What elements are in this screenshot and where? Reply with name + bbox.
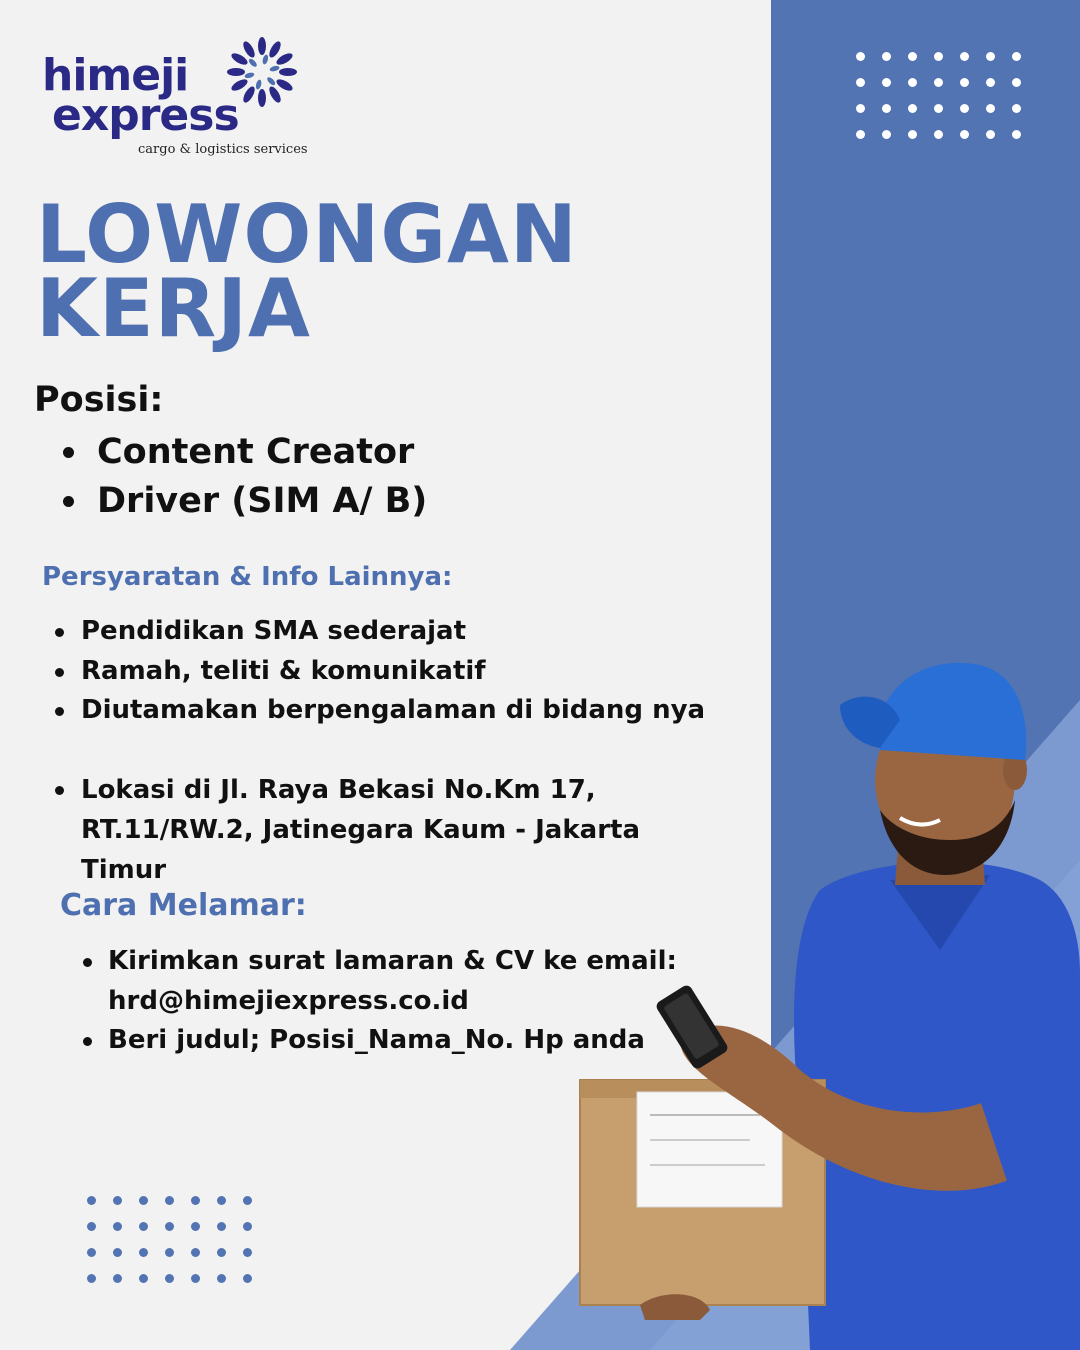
headline-line1: LOWONGAN [36, 188, 578, 281]
location-item: Lokasi di Jl. Raya Bekasi No.Km 17, RT.11/RW.2, Jatinegara Kaum - Jakarta Timur [81, 770, 721, 890]
position-item: Content Creator [97, 428, 427, 477]
headline-line2: KERJA [36, 262, 311, 355]
decorative-dot-grid-bottom [87, 1196, 252, 1283]
decorative-dot-grid-top [856, 52, 1021, 139]
positions-list [97, 428, 427, 526]
requirement-item: Diutamakan berpengalaman di bidang nya [81, 691, 705, 731]
position-item: Driver (SIM A/ B) [97, 477, 427, 526]
apply-item: Kirimkan surat lamaran & CV ke email: hrd@himejiexpress.co.id [108, 942, 688, 1021]
requirement-item: Pendidikan SMA sederajat [81, 612, 705, 652]
headline [36, 188, 578, 355]
company-logo [42, 34, 312, 164]
sunburst-logo-icon [222, 34, 302, 114]
apply-title: Cara Melamar: [60, 888, 307, 923]
positions-label: Posisi: [34, 380, 164, 420]
requirements-title: Persyaratan & Info Lainnya: [42, 562, 453, 592]
logo-name-line2: express [52, 90, 239, 141]
requirement-item: Ramah, teliti & komunikatif [81, 652, 705, 692]
courier-with-phone-and-box-icon [560, 650, 1080, 1350]
logo-name-line1: himeji [42, 50, 189, 101]
apply-item: Beri judul; Posisi_Nama_No. Hp anda [108, 1021, 688, 1061]
logo-tagline: cargo & logistics services [138, 142, 308, 157]
